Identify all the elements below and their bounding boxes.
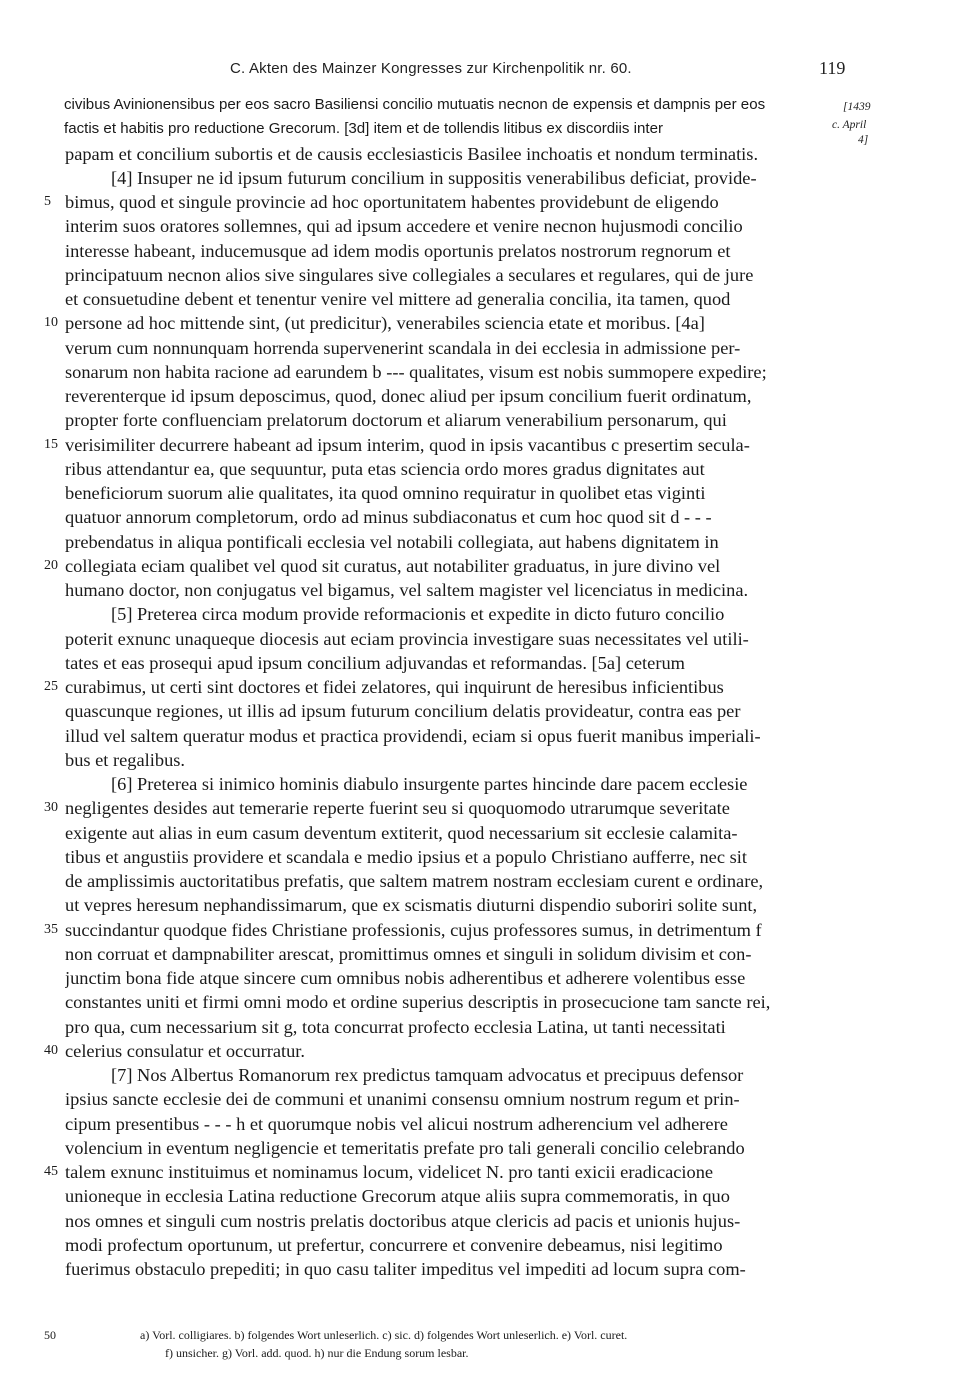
- text-line: fuerimus obstaculo prepediti; in quo casu taliter impeditus vel impediti ad locum supra com-: [65, 1259, 746, 1279]
- text-line: succindantur quodque fides Christiane professionis, cujus professores sumus, in detrimentum f: [65, 919, 762, 940]
- line-number: 20: [44, 557, 58, 573]
- text-line: ipsius sancte ecclesie dei de communi et unanimi consensu omnium nostrum regum et prin-: [65, 1089, 740, 1110]
- text-line: non corruat et dampnabiliter arescat, promittimus omnes et singuli in solidum divisim et con-: [65, 943, 752, 964]
- text-line: talem exnunc instituimus et nominamus locum, videlicet N. pro tanti exicii eradicacione: [65, 1162, 714, 1182]
- running-header: C. Akten des Mainzer Kongresses zur Kirchenpolitik nr. 60.: [230, 60, 632, 77]
- text-line: [7] Nos Albertus Romanorum rex predictus tamquam advocatus et precipuus defensor: [111, 1065, 744, 1085]
- text-line: ribus attendantur ea, que sequuntur, puta etas sciencia ordo mores gradus dignitates aut: [65, 458, 705, 479]
- text-line: junctim bona fide atque sincere cum omnibus nobis adherentibus et adherere volentibus esse: [65, 968, 746, 988]
- text-line: civibus Avinionensibus per eos sacro Basiliensi concilio mutuatis necnon de expensis et dampnis per eos: [64, 96, 766, 113]
- text-line: sonarum non habita racione ad earundem b --- qualitates, visum est nobis summopere expedire;: [65, 361, 767, 382]
- text-line: papam et concilium subortis et de causis ecclesiasticis Basilee inchoatis et nondum terminatis.: [65, 143, 759, 164]
- text-line: curabimus, ut certi sint doctores et fidei zelatores, qui inquirunt de heresibus inficientibus: [65, 677, 724, 697]
- text-line: volencium in eventum negligencie et temeritatis prefate pro tali generali concilio celebrando: [65, 1137, 745, 1158]
- text-line: constantes uniti et firmi omni modo et ordine superius descriptis in prosecucione tam sancte rei,: [65, 992, 771, 1013]
- margin-year: [1439: [843, 101, 871, 113]
- text-line: propter forte confluenciam prelatorum doctorum et aliarum venerabilium personarum, qui: [65, 410, 727, 431]
- text-line: celerius consulatur et occurratur.: [65, 1040, 305, 1061]
- text-line: nos omnes et singuli cum nostris prelatis doctoribus atque clericis ad pacis et unionis hujus-: [65, 1210, 741, 1231]
- text-line: ut vepres heresum nephandissimarum, que ex scismatis diuturni dispendio suboriri solite sunt,: [65, 895, 758, 916]
- text-line: pro qua, cum necessarium sit g, tota concurrat profecto ecclesia Latina, ut tanti necessitati: [65, 1016, 726, 1037]
- text-line: negligentes desides aut temerarie reperte fuerint seu si quoquomodo utrarumque severitate: [65, 798, 730, 819]
- line-number: 10: [44, 315, 58, 331]
- line-number: 5: [44, 194, 51, 209]
- text-line: illud vel saltem queratur modus et practica providendi, eciam si opus fuerit manibus imperiali-: [65, 725, 761, 746]
- text-line: quascunque regiones, ut illis ad ipsum futurum concilium delatis provideatur, contra eas per: [65, 701, 741, 722]
- text-line: humano doctor, non conjugatus vel bigamus, vel saltem magister vel licenciatus in medicina.: [65, 580, 749, 600]
- page-number: 119: [819, 58, 846, 78]
- text-line: quatuor annorum completorum, ordo ad minus subdiaconatus et cum hoc quod sit d - - -: [65, 507, 712, 528]
- text-line: [6] Preterea si inimico hominis diabulo insurgente partes hincinde dare pacem ecclesie: [111, 774, 748, 794]
- text-line: bus et regalibus.: [65, 749, 186, 770]
- line-number: 45: [44, 1164, 58, 1179]
- text-line: beneficiorum suorum alie qualitates, ita quod omnino requiratur in quolibet etas viginti: [65, 483, 706, 503]
- line-number: 25: [44, 679, 58, 694]
- text-line: unioneque in ecclesia Latina reductione Grecorum atque aliis supra commemoratis, in quo: [65, 1186, 730, 1207]
- text-line: collegiata eciam qualibet vel quod sit curatus, aut notabiliter graduatus, in jure divino vel: [65, 555, 721, 576]
- line-number: 50: [44, 1328, 56, 1342]
- text-line: poterit exnunc unaqueque diocesis aut eciam provincia investigare suas necessitates vel utili-: [65, 628, 749, 649]
- footnote-line: f) unsicher. g) Vorl. add. quod. h) nur die Endung sorum lesbar.: [165, 1346, 469, 1360]
- line-number: 30: [44, 800, 58, 816]
- text-line: et consuetudine debent et tenentur venire vel mittere ad generalia concilia, ita tamen, quod: [65, 289, 731, 309]
- footnote-line: a) Vorl. colligiares. b) folgendes Wort unleserlich. c) sic. d) folgendes Wort unleserlich. e) Vorl. curet.: [140, 1328, 628, 1342]
- text-line: interesse habeant, inducemusque ad idem modis oportunis prelatos nostrorum regnorum et: [65, 240, 731, 261]
- text-line: verisimiliter decurrere habeant ad ipsum interim, quod in ipsis vacantibus c presertim secula-: [65, 434, 750, 455]
- text-line: prebendatus in aliqua pontificali ecclesia vel notabili collegiata, aut habens dignitatem in: [65, 531, 719, 552]
- text-line: persone ad hoc mittende sint, (ut predicitur), venerabiles sciencia etate et moribus. [4a]: [65, 313, 705, 334]
- text-line: reverenterque id ipsum deposcimus, quod, donec aliud per ipsum concilium fuerit ordinatum,: [65, 386, 752, 406]
- text-line: modi profectum oportunum, ut prefertur, concurrere et convenire debeamus, nisi legitimo: [65, 1234, 723, 1255]
- text-line: cipum presentibus - - - h et quorumque nobis vel alicui nostrum adherencium vel adherere: [65, 1113, 728, 1134]
- text-line: principatuum necnon alios sive singulares sive collegiales a seculares et regulares, qui de jure: [65, 264, 754, 285]
- text-line: tibus et angustiis providere et scandala e medio ipsius et a populo Christiano aufferre, nec sit: [65, 846, 747, 867]
- text-line: [5] Preterea circa modum provide reformacionis et expedite in dicto futuro concilio: [111, 604, 725, 625]
- line-number: 35: [44, 921, 58, 937]
- text-line: factis et habitis pro reductione Grecorum. [3d] item et de tollendis litibus ex discordiis inter: [64, 120, 663, 138]
- text-line: tates et eas prosequi apud ipsum concilium adjuvandas et reformandas. [5a] ceterum: [65, 652, 685, 673]
- text-line: interim suos oratores sollemnes, qui ad ipsum accedere et venire necnon hujusmodi concilio: [65, 216, 743, 237]
- margin-date: c. April: [832, 119, 867, 131]
- text-line: bimus, quod et singule provincie ad hoc oportunitatem habentes providebunt de eligendo: [65, 192, 719, 212]
- line-number: 15: [44, 436, 58, 452]
- text-line: exigente aut alias in eum casum deventum extiterit, quod necessarium sit ecclesie calamita-: [65, 822, 738, 843]
- margin-date-end: 4]: [858, 134, 869, 146]
- line-number: 40: [44, 1042, 58, 1058]
- text-line: de amplissimis auctoritatibus prefatis, que saltem matrem nostram ecclesiam curent e ordinare,: [65, 871, 764, 891]
- text-line: [4] Insuper ne id ipsum futurum concilium in suppositis venerabilibus deficiat, provide-: [111, 167, 757, 188]
- text-line: verum cum nonnunquam horrenda supervenerint scandala in dei ecclesia in admissione per-: [65, 337, 741, 358]
